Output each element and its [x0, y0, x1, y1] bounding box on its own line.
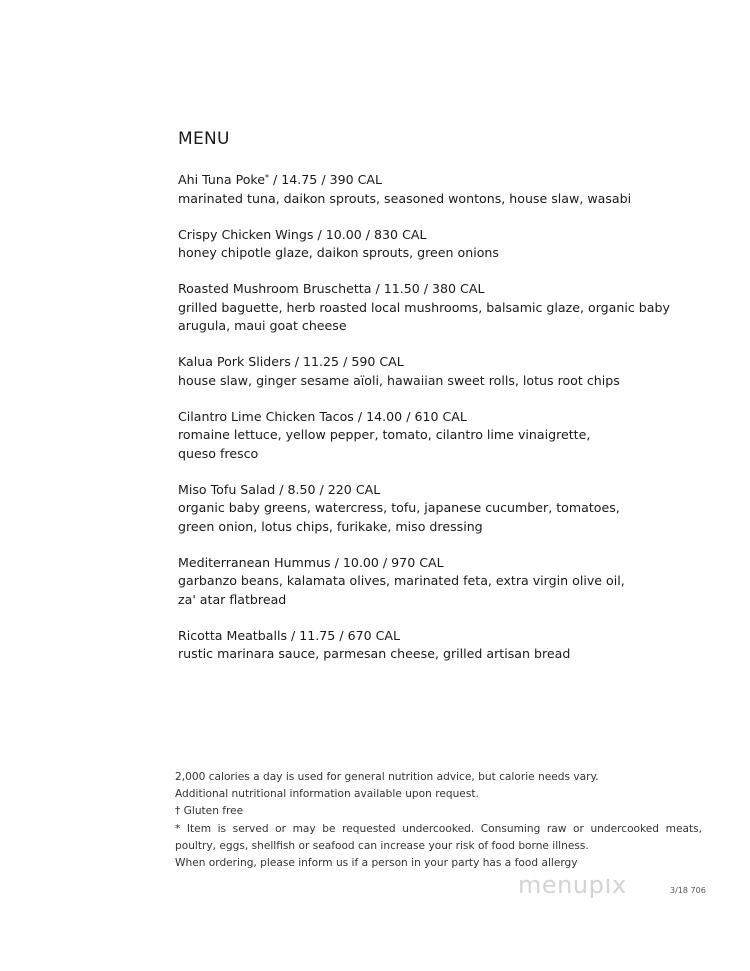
item-description: marinated tuna, daikon sprouts, seasoned wontons, house slaw, wasabi [178, 190, 632, 206]
item-description: honey chipotle glaze, daikon sprouts, green onions [178, 245, 499, 260]
item-heading: Roasted Mushroom Bruschetta / 11.50 / 380 CAL [178, 281, 485, 296]
item-name: Roasted Mushroom Bruschetta [178, 281, 372, 296]
item-description: za' atar flatbread [178, 591, 287, 607]
menu-item [178, 554, 698, 610]
item-name: Ricotta Meatballs [178, 627, 288, 643]
item-description: rustic marinara sauce, parmesan cheese, grilled artisan bread [178, 646, 571, 661]
item-name: Cilantro Lime Chicken Tacos [178, 408, 354, 424]
item-price: 10.00 [325, 226, 362, 242]
menu-items [178, 169, 698, 681]
item-price: 11.25 [303, 354, 340, 369]
menu-item [178, 280, 698, 336]
item-calories: 830 CAL [374, 226, 427, 242]
footer-notes [175, 769, 702, 872]
item-description: house slaw, ginger sesame aïoli, hawaiian sweet rolls, lotus root chips [178, 372, 620, 388]
item-heading: Kalua Pork Sliders / 11.25 / 590 CAL [178, 354, 404, 369]
menu-item [178, 226, 698, 263]
item-description: arugula, maui goat cheese [178, 318, 347, 333]
item-name: Kalua Pork Sliders [178, 354, 291, 369]
undercooked-warning: * Item is served or may be requested undercooked. Consuming raw or undercooked meats, poultry, eggs, shellfish or seafood can increase your risk of food borne illness. [175, 822, 702, 852]
item-price: 11.50 [383, 281, 420, 296]
undercooked-mark: * [265, 173, 270, 182]
nutrition-note: Additional nutritional information available upon request. [175, 788, 479, 801]
item-heading: Cilantro Lime Chicken Tacos / 14.00 / 610 CAL [178, 408, 467, 424]
menupix-watermark: menupıx [518, 870, 627, 900]
item-price: 10.00 [342, 554, 379, 570]
item-calories: 970 CAL [391, 554, 444, 570]
item-calories: 380 CAL [432, 281, 485, 296]
item-price: 14.00 [366, 408, 403, 424]
item-description: queso fresco [178, 445, 259, 461]
item-heading: Ahi Tuna Poke* / 14.75 / 390 CAL [178, 172, 383, 187]
menu-code: 3/18 706 [670, 886, 706, 895]
menu-item [178, 481, 698, 537]
item-heading: Miso Tofu Salad / 8.50 / 220 CAL [178, 481, 381, 497]
item-price: 11.75 [299, 627, 336, 643]
item-name: Crispy Chicken Wings [178, 226, 314, 242]
item-heading: Ricotta Meatballs / 11.75 / 670 CAL [178, 627, 401, 643]
menu-item [178, 627, 698, 664]
menu-item [178, 169, 698, 208]
menu-item [178, 408, 698, 464]
item-calories: 590 CAL [351, 354, 404, 369]
item-description: romaine lettuce, yellow pepper, tomato, cilantro lime vinaigrette, [178, 427, 591, 442]
item-calories: 390 CAL [329, 172, 383, 187]
item-description: green onion, lotus chips, furikake, miso dressing [178, 518, 483, 534]
item-calories: 610 CAL [414, 408, 467, 424]
calorie-note: 2,000 calories a day is used for general nutrition advice, but calorie needs vary. [175, 771, 599, 783]
gluten-note: † Gluten free [175, 805, 244, 818]
item-description: organic baby greens, watercress, tofu, japanese cucumber, tomatoes, [178, 500, 620, 515]
item-description: garbanzo beans, kalamata olives, marinated feta, extra virgin olive oil, [178, 573, 625, 588]
item-description: grilled baguette, herb roasted local mushrooms, balsamic glaze, organic baby [178, 299, 670, 315]
item-heading: Mediterranean Hummus / 10.00 / 970 CAL [178, 554, 444, 570]
item-name: Ahi Tuna Poke [178, 172, 266, 187]
item-calories: 670 CAL [347, 627, 401, 643]
item-name: Miso Tofu Salad [178, 481, 276, 497]
item-price: 8.50 [287, 481, 316, 497]
item-calories: 220 CAL [327, 481, 381, 497]
page-title: MENU [178, 129, 230, 149]
menu-item [178, 353, 698, 390]
allergy-note: When ordering, please inform us if a person in your party has a food allergy [175, 857, 578, 870]
item-name: Mediterranean Hummus [178, 554, 331, 570]
item-heading: Crispy Chicken Wings / 10.00 / 830 CAL [178, 226, 427, 242]
item-price: 14.75 [281, 172, 318, 187]
